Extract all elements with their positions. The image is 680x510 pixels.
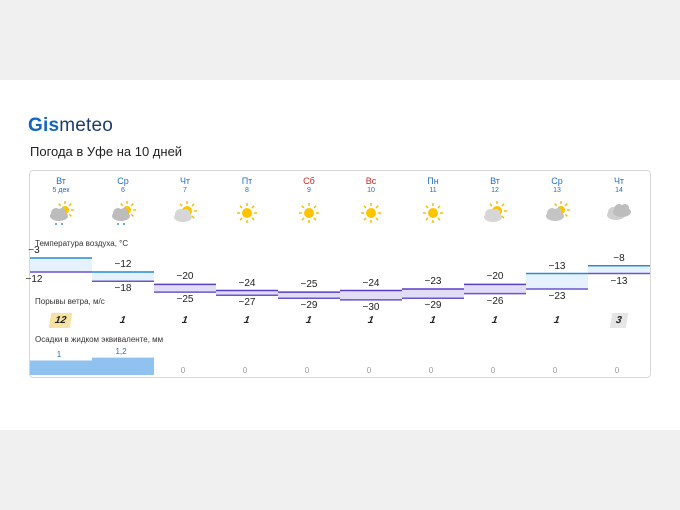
cloudy-snow-icon: [47, 201, 75, 225]
cloudy-snow-icon: [109, 201, 137, 225]
day-date: 13: [553, 187, 561, 194]
precip-value: 1,2: [115, 346, 127, 356]
sun-icon: [357, 201, 385, 225]
sun-icon: [295, 201, 323, 225]
precip-value: 0: [552, 366, 558, 375]
temperature-band: [154, 284, 216, 292]
temp-max-value: −23: [424, 276, 442, 287]
precip-label: Осадки в жидком эквиваленте, мм: [35, 335, 164, 344]
day-column[interactable]: [278, 171, 340, 194]
temp-min-value: −13: [610, 275, 628, 287]
temperature-band: [30, 258, 92, 272]
wind-gust-value: [402, 313, 464, 328]
wind-gust-badge: 1: [305, 315, 313, 326]
wind-gust-badge: 1: [119, 315, 127, 326]
temp-min-value: −23: [548, 291, 566, 302]
day-of-week: Пн: [427, 176, 439, 186]
day-of-week: Вс: [365, 176, 377, 186]
wind-gust-value: [588, 313, 650, 328]
temperature-band: [526, 274, 588, 290]
temperature-band: [92, 272, 154, 281]
precip-bar: [30, 361, 92, 376]
wind-gust-badge: 3: [610, 313, 628, 328]
wind-gust-value: [278, 313, 340, 328]
sun-icon: [419, 201, 447, 225]
logo-meteo: meteo: [59, 115, 114, 136]
precip-value: 0: [180, 366, 186, 375]
temperature-band: [464, 284, 526, 293]
temp-max-value: −24: [362, 277, 380, 289]
temp-max-value: −3: [28, 245, 40, 256]
day-column[interactable]: [464, 171, 526, 194]
temp-min-value: −29: [424, 300, 442, 312]
wind-gust-badge: 1: [491, 315, 499, 326]
gismeteo-logo[interactable]: [28, 115, 113, 137]
wind-gust-value: [464, 313, 526, 328]
day-date: 10: [367, 187, 375, 194]
page-title: Погода в Уфе на 10 дней: [30, 144, 183, 159]
day-column[interactable]: [402, 171, 464, 194]
day-of-week: Чт: [179, 176, 191, 186]
wind-gust-value: [216, 313, 278, 328]
day-date: 7: [183, 187, 187, 194]
day-of-week: Чт: [613, 176, 625, 186]
precip-value: 0: [490, 366, 496, 375]
precip-value: 1: [56, 349, 62, 359]
wind-gust-badge: 1: [243, 315, 251, 326]
temp-min-value: −26: [486, 295, 504, 307]
temperature-band: [588, 266, 650, 274]
temperature-band: [402, 289, 464, 298]
temp-min-value: −25: [176, 294, 194, 306]
temperature-band: [278, 292, 340, 298]
temperature-label: Температура воздуха, °C: [35, 239, 129, 248]
overcast-icon: [605, 201, 633, 225]
temp-min-value: −29: [300, 300, 318, 312]
forecast-panel: [25, 170, 651, 378]
temperature-band: [340, 291, 402, 300]
day-of-week: Вт: [56, 176, 66, 186]
wind-gust-value: [92, 313, 154, 328]
precip-bar: [92, 358, 154, 375]
partly-cloudy-icon: [481, 201, 509, 225]
wind-gust-badge: 12: [49, 313, 73, 328]
day-date: 12: [491, 187, 499, 194]
page-sheet: [0, 80, 680, 430]
precip-value: 0: [242, 366, 248, 375]
wind-gust-value: [340, 313, 402, 328]
precip-value: 0: [366, 366, 372, 375]
temp-max-value: −20: [486, 271, 504, 283]
day-column[interactable]: [92, 171, 154, 194]
wind-gust-value: [526, 313, 588, 328]
wind-gust-badge: 1: [367, 315, 375, 326]
day-column[interactable]: [30, 171, 92, 194]
day-date: 8: [245, 187, 249, 194]
temp-min-value: −18: [114, 283, 132, 295]
temp-max-value: −20: [176, 271, 194, 283]
day-date: 5 дек: [52, 187, 70, 194]
day-column[interactable]: [526, 171, 588, 194]
day-column[interactable]: [216, 171, 278, 194]
day-of-week: Пт: [241, 176, 253, 186]
temp-min-value: −30: [362, 301, 380, 313]
day-of-week: Ср: [551, 176, 563, 186]
day-column[interactable]: [154, 171, 216, 194]
day-of-week: Сб: [303, 176, 315, 186]
day-date: 6: [121, 187, 125, 194]
day-column[interactable]: [340, 171, 402, 194]
wind-gust-badge: 1: [553, 315, 561, 326]
temp-max-value: −13: [548, 260, 566, 272]
sun-icon: [233, 201, 261, 225]
temp-max-value: −8: [613, 252, 625, 264]
wind-gust-badge: 1: [181, 315, 189, 326]
wind-gust-badge: 1: [429, 315, 437, 326]
wind-gust-value: [30, 313, 92, 328]
day-column[interactable]: [588, 171, 650, 194]
cloudy-icon: [543, 201, 571, 225]
temp-max-value: −12: [114, 258, 132, 270]
logo-gis: Gis: [28, 115, 60, 136]
temp-min-value: −27: [238, 297, 256, 309]
precip-value: 0: [614, 366, 620, 375]
precip-value: 0: [428, 366, 434, 375]
precip-value: 0: [304, 366, 310, 375]
wind-gust-value: [154, 313, 216, 328]
day-date: 14: [615, 187, 623, 194]
partly-cloudy-icon: [171, 201, 199, 225]
day-of-week: Ср: [117, 176, 129, 186]
temp-min-value: −12: [25, 273, 43, 285]
day-of-week: Вт: [490, 176, 500, 186]
temp-max-value: −24: [238, 277, 256, 289]
temp-max-value: −25: [300, 279, 318, 291]
wind-label: Порывы ветра, м/с: [35, 297, 105, 306]
day-date: 9: [307, 187, 311, 194]
day-date: 11: [429, 187, 437, 194]
